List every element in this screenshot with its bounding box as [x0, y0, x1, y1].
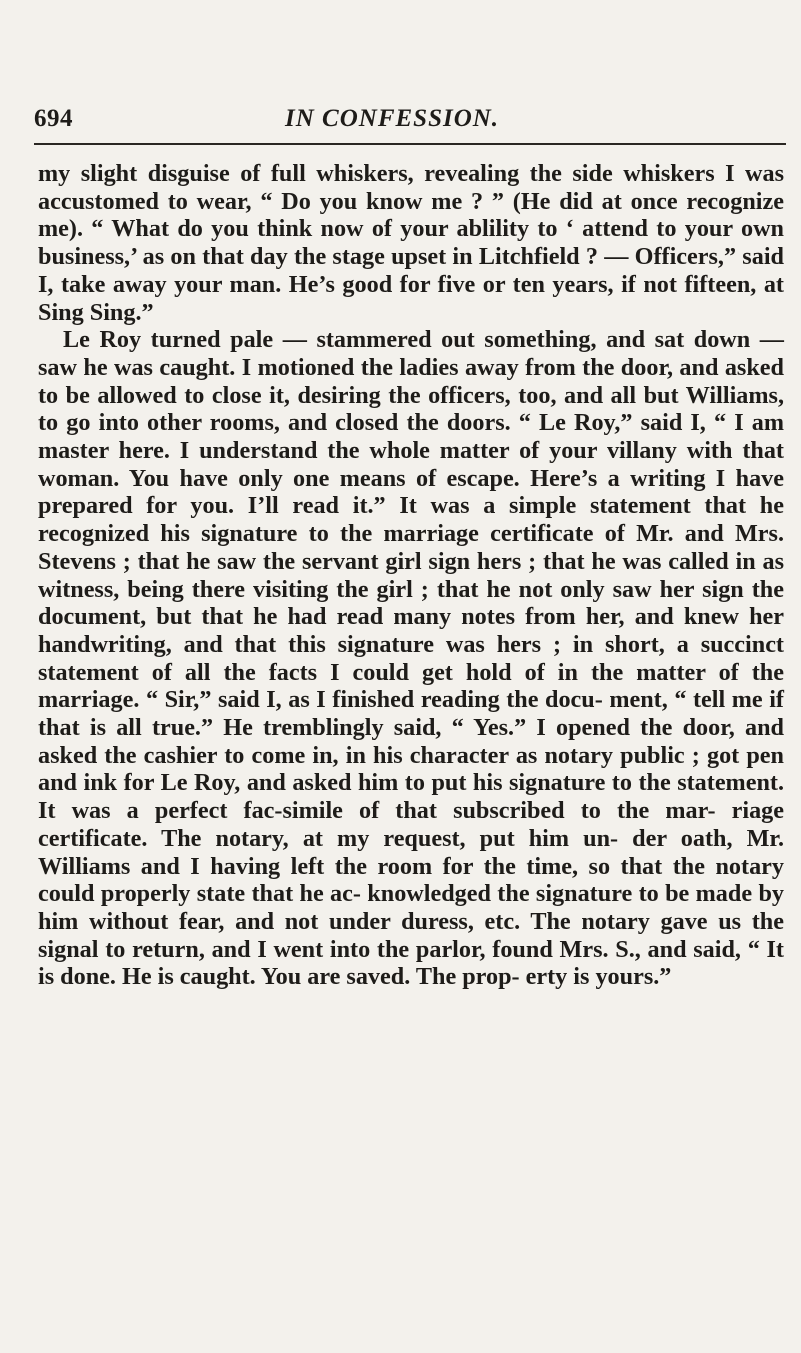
body-text: [38, 160, 784, 991]
page-header: [34, 105, 786, 145]
paragraph-le-roy: Le Roy turned pale — stammered out something, and sat down — saw he was caught. I motioned the ladies away from the door, and asked to be allowed to close it, desiring the officers, too, and all but Williams, to go into other rooms, and closed the doors. “ Le Roy,” said I, “ I am master here. I understand the whole matter of your villany with that woman. You have only one means of escape. Here’s a writing I have prepared for you. I’ll read it.” It was a simple statement that he recognized his signature to the marriage certificate of Mr. and Mrs. Stevens ; that he saw the servant girl sign hers ; that he was called in as witness, being there visiting the girl ; that he not only saw her sign the document, but that he had read many notes from her, and knew her handwriting, and that this signature was hers ; in short, a succinct statement of all the facts I could get hold of in the matter of the marriage. “ Sir,” said I, as I finished reading the docu- ment, “ tell me if that is all true.” He tremblingly said, “ Yes.” I opened the door, and asked the cashier to come in, in his character as notary public ; got pen and ink for Le Roy, and asked him to put his signature to the statement. It was a perfect fac-simile of that subscribed to the mar- riage certificate. The notary, at my request, put him un- der oath, Mr. Williams and I having left the room for the time, so that the notary could properly state that he ac- knowledged the signature to be made by him without fear, and not under duress, etc. The notary gave us the signal to return, and I went into the parlor, found Mrs. S., and said, “ It is done. He is caught. You are saved. The prop- erty is yours.”: [38, 326, 784, 991]
running-head: IN CONFESSION.: [285, 105, 500, 132]
paragraph-continued: my slight disguise of full whiskers, revealing the side whiskers I was accustomed to wear, “ Do you know me ? ” (He did at once recognize me). “ What do you think now of your ablility to ‘ attend to your own business,’ as on that day the stage upset in Litchfield ? — Officers,” said I, take away your man. He’s good for five or ten years, if not fifteen, at Sing Sing.”: [38, 160, 784, 326]
header-rule: [34, 143, 786, 145]
page-number: 694: [34, 105, 73, 132]
